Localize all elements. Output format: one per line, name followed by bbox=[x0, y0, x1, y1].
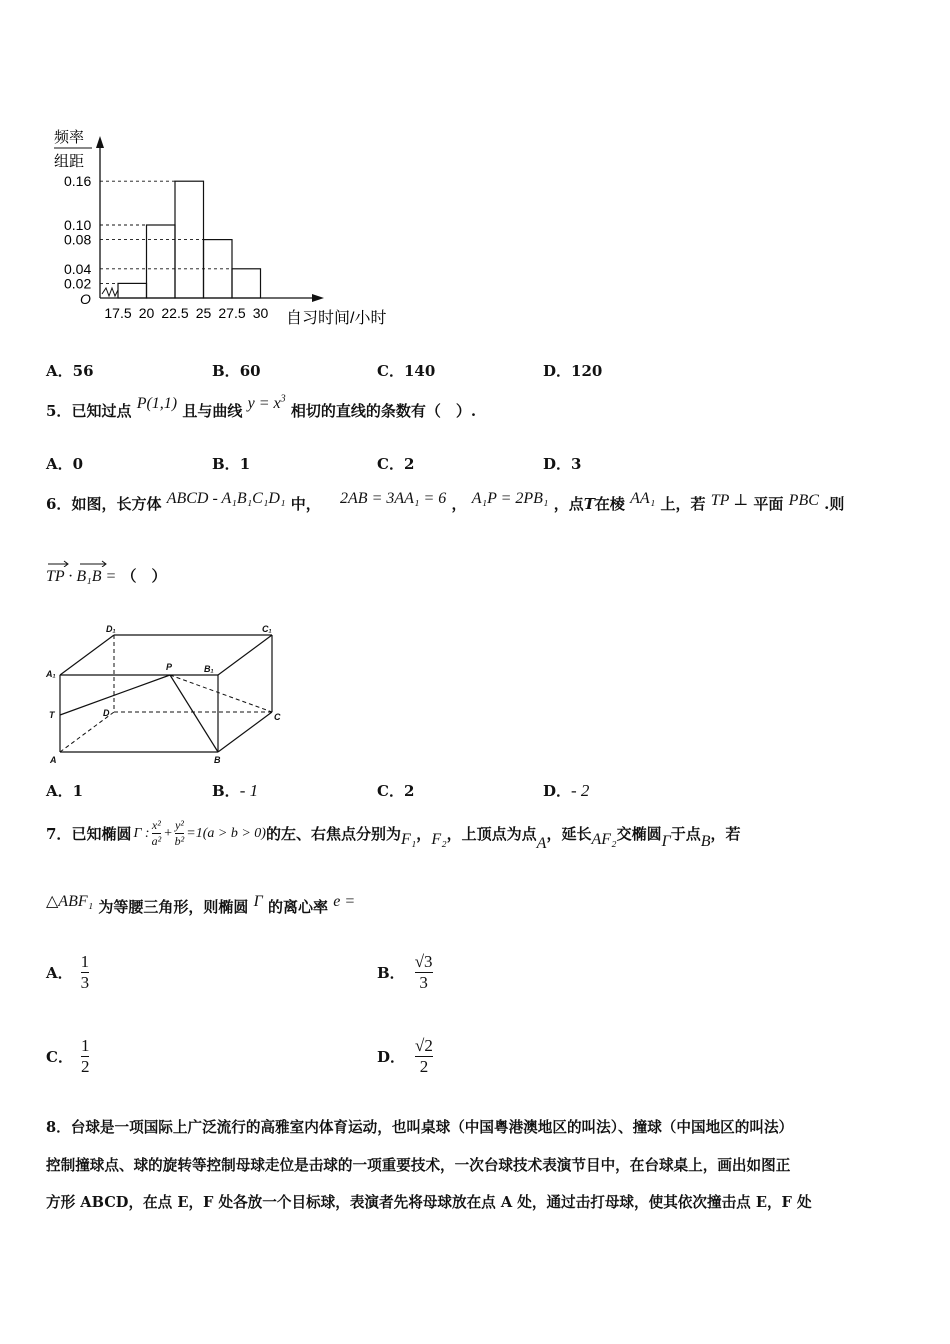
y-tick-label: 0.16 bbox=[64, 173, 92, 190]
x-tick-label: 30 bbox=[252, 305, 269, 321]
q6-option-c: C．2 bbox=[377, 782, 415, 800]
x-tick-label: 27.5 bbox=[218, 305, 246, 321]
q8-line1: 8．台球是一项国际上广泛流行的高雅室内体育运动，也叫桌球（中国粤港澳地区的叫法）、撞球（中国地区的叫法） bbox=[46, 1119, 794, 1136]
q7-stem: 7． 已知椭圆 Γ : $\frac{\text{x²}}{\text{a²}}$ + $\frac{\text{y²}}{\text{b²}}$ =1(a > b > 0) 的左、右焦点分别为 F₁ ， F₂ ，上顶点为点 A ，延长 AF₂ 交椭圆 Γ 于点 B ，若 bbox=[46, 818, 741, 852]
x-axis-label: 自习时间/小时 bbox=[286, 310, 387, 327]
q8-line2: 控制撞球点、球的旋转等控制母球走位是击球的一项重要技术，一次台球技术表演节目中，在台球桌上，画出如图正 bbox=[46, 1157, 791, 1174]
y-tick-label: 0.10 bbox=[64, 217, 92, 233]
q5-stem: 5．已知过点 P(1,1) 且与曲线 $y = x^3$ 相切的直线的条数有（ ）. bbox=[46, 393, 477, 420]
q8-line3: 方形 ABCD，在点 E，F 处各放一个目标球，表演者先将母球放在点 A 处，通过击打母球，使其依次撞击点 E，F 处 bbox=[46, 1194, 812, 1211]
label-C: C bbox=[274, 712, 281, 722]
y-axis-label-bottom: 组距 bbox=[54, 153, 85, 170]
q7-option-b: B． $\frac{√3}{3}$ bbox=[377, 952, 433, 992]
q4-option-c: C．140 bbox=[377, 362, 436, 380]
q4-option-d: D．120 bbox=[543, 362, 603, 380]
x-tick-label: 22.5 bbox=[161, 305, 189, 321]
label-A1: A₁ bbox=[46, 669, 56, 679]
q5-option-d: D．3 bbox=[543, 455, 582, 473]
histogram-bar bbox=[118, 283, 147, 298]
y-tick-label: 0.02 bbox=[64, 275, 92, 292]
y-tick-label: 0.08 bbox=[64, 231, 92, 248]
q7-option-c: C． $\frac{1}{2}$ bbox=[46, 1036, 90, 1076]
label-A: A bbox=[50, 755, 57, 765]
q6-stem: 6．如图，长方体 ABCD - A₁B₁C₁D₁ 中， 2AB = 3AA₁ = 6 ， A₁P = 2PB₁ ，点T在棱 AA₁ 上，若 TP ⊥ 平面 PBC .则 bbox=[46, 490, 845, 513]
label-D1: D₁ bbox=[106, 624, 116, 634]
q5-option-a: A．0 bbox=[46, 455, 84, 473]
histogram-bar bbox=[147, 225, 176, 298]
x-tick-label: 20 bbox=[138, 305, 155, 321]
label-B: B bbox=[214, 755, 221, 765]
histogram-bar bbox=[232, 269, 261, 298]
label-T: T bbox=[49, 710, 55, 720]
q4-option-a: A．56 bbox=[46, 362, 94, 380]
x-tick-label: 17.5 bbox=[104, 305, 132, 321]
q6-option-d: D．- 2 bbox=[543, 781, 590, 800]
label-C1: C₁ bbox=[262, 624, 272, 634]
q7-option-d: D． $\frac{√2}{2}$ bbox=[377, 1036, 433, 1076]
q7-stem-line2: △ABF₁ 为等腰三角形，则椭圆 Γ 的离心率 e = bbox=[46, 893, 356, 916]
label-D: D bbox=[103, 708, 110, 718]
label-P: P bbox=[166, 662, 173, 672]
y-tick-label: 0.04 bbox=[64, 260, 92, 277]
vector-arrows bbox=[46, 557, 126, 567]
q6-stem-line2: TP · B₁B = （ ） bbox=[46, 567, 167, 585]
q5-option-b: B．1 bbox=[212, 455, 251, 473]
q6-option-b: B．- 1 bbox=[212, 781, 259, 800]
q7-option-a: A． $\frac{1}{3}$ bbox=[46, 952, 90, 992]
q4-option-b: B．60 bbox=[212, 362, 261, 380]
q5-option-c: C．2 bbox=[377, 455, 415, 473]
y-axis-label-top: 频率 bbox=[54, 129, 85, 146]
x-tick-label: 25 bbox=[195, 305, 212, 321]
q6-option-a: A．1 bbox=[46, 782, 84, 800]
origin-label: O bbox=[80, 291, 91, 307]
cuboid-figure bbox=[40, 620, 300, 770]
label-B1: B₁ bbox=[204, 664, 214, 674]
histogram-chart bbox=[40, 120, 420, 340]
